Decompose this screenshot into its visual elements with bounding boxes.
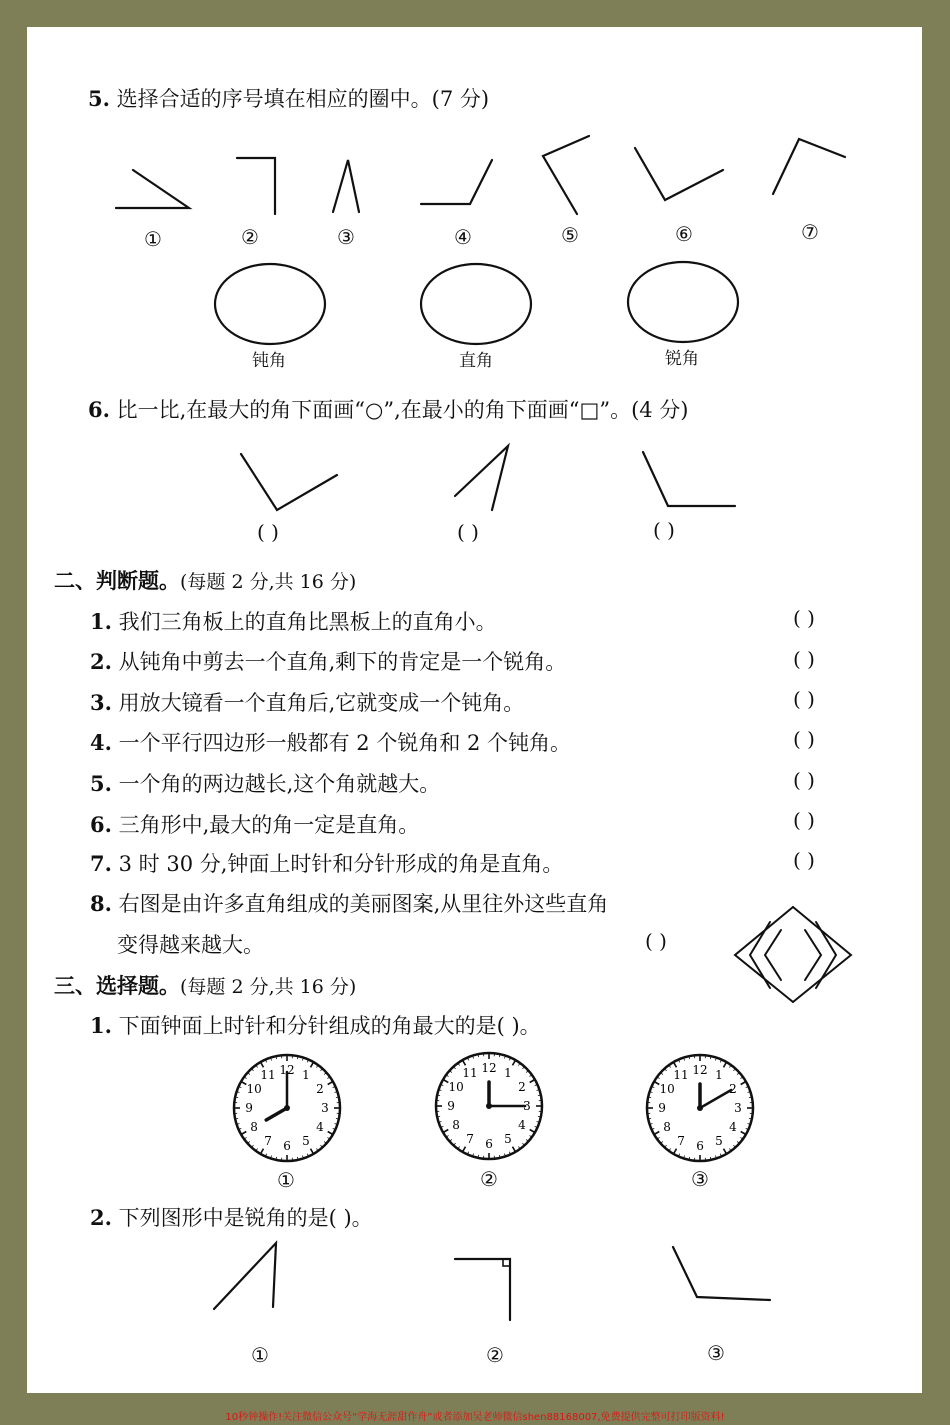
clock-number: 7 [677, 1133, 685, 1148]
clock-number: 11 [462, 1066, 478, 1081]
q5-angle-6 [635, 148, 723, 200]
clock-number: 4 [518, 1118, 526, 1132]
clock-number: 9 [658, 1101, 666, 1115]
clock-number: 3 [734, 1101, 742, 1115]
clock-number: 10 [246, 1082, 262, 1096]
clock-number: 2 [518, 1080, 526, 1094]
q6-angle-2 [455, 446, 508, 510]
judge-item-6: 6. 三角形中,最大的角一定是直角。 [90, 812, 420, 837]
choice-angle-1 [214, 1243, 276, 1309]
clock-1 [234, 1055, 340, 1161]
clock-number: 12 [481, 1061, 497, 1075]
q5-number: 5. [88, 86, 110, 111]
q6-heading [88, 397, 689, 423]
choice-q2: 2. 下列图形中是锐角的是( )。 [90, 1205, 373, 1230]
q5-angle-7 [773, 139, 845, 194]
oval-label-acute: 锐角 [665, 349, 699, 369]
section3-score: (每题 2 分,共 16 分) [180, 976, 357, 998]
judge-item-1: 1. 我们三角板上的直角比黑板上的直角小。 [90, 609, 497, 634]
judge-paren-6[interactable]: ( ) [793, 808, 815, 832]
judge-paren-5[interactable]: ( ) [793, 768, 815, 792]
q5-text: 选择合适的序号填在相应的圈中。(7 分) [116, 87, 490, 111]
q5-angle-1 [116, 170, 189, 208]
clock-mark-2: ② [480, 1167, 498, 1191]
footer-note: 10秒钟操作!关注微信公众号“学海无涯甜作舟”或者添加吴老师微信shen88168007,免费提供完整可打印版资料! [225, 1412, 725, 1423]
oval-acute [628, 262, 738, 342]
clock-number: 5 [715, 1133, 723, 1148]
clock-number: 6 [283, 1139, 291, 1153]
q6-angle-1 [241, 454, 337, 510]
judge-item-2: 2. 从钝角中剪去一个直角,剩下的肯定是一个锐角。 [90, 649, 567, 674]
q5-angle-5 [543, 136, 589, 214]
judge-paren-2[interactable]: ( ) [793, 647, 815, 671]
choice-q1: 1. 下面钟面上时针和分针组成的角最大的是( )。 [90, 1013, 541, 1038]
judge-item-8: 8. 右图是由许多直角组成的美丽图案,从里往外这些直角 [90, 891, 609, 916]
clock-number: 3 [321, 1101, 329, 1115]
clock-number: 12 [692, 1063, 708, 1077]
oval-label-right: 直角 [459, 351, 493, 371]
section2-heading [54, 568, 356, 595]
judge-paren-3[interactable]: ( ) [793, 687, 815, 711]
q5-mark-6: ⑥ [675, 222, 693, 246]
choice-angle-2 [455, 1259, 510, 1320]
clock-number: 9 [447, 1099, 455, 1113]
q5-mark-3: ③ [337, 225, 355, 249]
judge-item-3: 3. 用放大镜看一个直角后,它就变成一个钝角。 [90, 690, 525, 715]
q6-text: 比一比,在最大的角下面画“○”,在最小的角下面画“□”。(4 分) [116, 398, 689, 422]
shape-mark-3: ③ [707, 1341, 725, 1365]
oval-label-obtuse: 钝角 [252, 351, 286, 371]
q5-angle-3 [333, 160, 359, 212]
clock-number: 6 [696, 1139, 704, 1153]
clock-center [284, 1105, 290, 1111]
judge-item-5: 5. 一个角的两边越长,这个角就越大。 [90, 771, 441, 796]
clock-number: 4 [729, 1120, 737, 1134]
section3-title: 三、选择题。 [54, 973, 180, 998]
q6-number: 6. [88, 397, 110, 422]
clock-number: 11 [260, 1068, 276, 1083]
clock-number: 11 [673, 1068, 689, 1083]
clock-number: 8 [663, 1120, 671, 1134]
q5-mark-2: ② [241, 225, 259, 249]
clock-number: 8 [250, 1120, 258, 1134]
section3-heading [54, 973, 356, 1000]
clock-2 [436, 1053, 542, 1159]
judge-item-4: 4. 一个平行四边形一般都有 2 个锐角和 2 个钝角。 [90, 730, 572, 755]
clock-number: 1 [504, 1066, 512, 1081]
q5-angle-4 [421, 160, 492, 204]
judge-item-7: 7. 3 时 30 分,钟面上时针和分针形成的角是直角。 [90, 851, 564, 876]
clock-number: 10 [448, 1080, 464, 1094]
clock-number: 6 [485, 1137, 493, 1151]
oval-obtuse [215, 264, 325, 344]
clock-number: 2 [316, 1082, 324, 1096]
section2-score: (每题 2 分,共 16 分) [180, 571, 357, 593]
q5-mark-4: ④ [454, 225, 472, 249]
clock-number: 7 [264, 1133, 272, 1148]
right-angle-pattern [735, 907, 851, 1002]
choice-angle-3 [673, 1247, 770, 1300]
clock-mark-3: ③ [691, 1167, 709, 1191]
oval-right [421, 264, 531, 344]
clock-number: 8 [452, 1118, 460, 1132]
clock-3 [647, 1055, 753, 1161]
clock-center [486, 1103, 492, 1109]
judge-paren-7[interactable]: ( ) [793, 848, 815, 872]
clock-number: 3 [523, 1099, 531, 1113]
q6-paren-3[interactable]: ( ) [653, 518, 675, 542]
q5-mark-1: ① [144, 227, 162, 251]
clock-number: 2 [729, 1082, 737, 1096]
section2-title: 二、判断题。 [54, 568, 180, 593]
q5-mark-7: ⑦ [801, 220, 819, 244]
clock-number: 7 [466, 1131, 474, 1146]
judge-paren-1[interactable]: ( ) [793, 606, 815, 630]
q5-mark-5: ⑤ [561, 223, 579, 247]
judge-item-8-cont: 变得越来越大。 [117, 933, 264, 957]
clock-number: 9 [245, 1101, 253, 1115]
shape-mark-1: ① [251, 1343, 269, 1367]
shape-mark-2: ② [486, 1343, 504, 1367]
clock-number: 12 [279, 1063, 295, 1077]
q5-angle-2 [237, 158, 275, 214]
clock-number: 4 [316, 1120, 324, 1134]
clock-number: 1 [715, 1068, 723, 1083]
judge-paren-8[interactable]: ( ) [645, 929, 667, 953]
clock-number: 1 [302, 1068, 310, 1083]
clock-center [697, 1105, 703, 1111]
clock-number: 5 [302, 1133, 310, 1148]
judge-paren-4[interactable]: ( ) [793, 727, 815, 751]
clock-number: 10 [659, 1082, 675, 1096]
q6-paren-2[interactable]: ( ) [457, 520, 479, 544]
q6-paren-1[interactable]: ( ) [257, 520, 279, 544]
q6-angle-3 [643, 452, 735, 506]
clock-mark-1: ① [277, 1168, 295, 1192]
clock-number: 5 [504, 1131, 512, 1146]
